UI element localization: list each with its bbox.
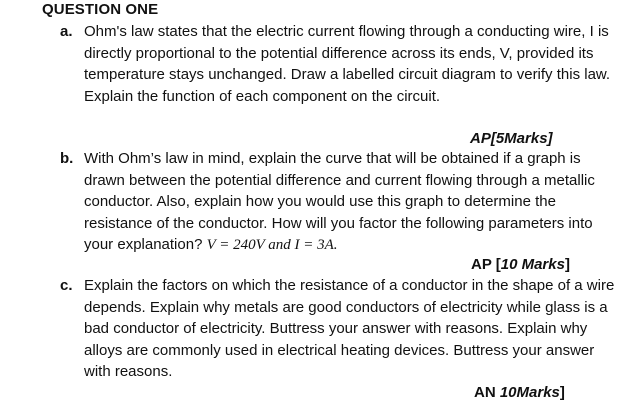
question-b-text: With Ohm’s law in mind, explain the curve that will be obtained if a graph is drawn between the potential difference and current flowing through a metallic conductor. Also, explain how you would use this graph to determine the resistance of the conductor. How will you factor the following parameters into your explanation? [84,150,595,253]
question-heading: QUESTION ONE [42,1,159,18]
question-a-text: Ohm's law states that the electric current flowing through a conducting wire, I is directly proportional to the potential difference across its ends, V, provided its temperature stays unchanged. Draw a labelled circuit diagram to verify this law. Explain the function of each component on the circuit. [84,23,611,105]
question-a-marks: AP[5Marks] [470,130,553,147]
question-c-text: Explain the factors on which the resistance of a conductor in the shape of a wire depends. Explain why metals are good conductors of electricity while glass is a bad conductor of electricity. Buttress your answer with reasons. Explain why alloys are commonly used in electrical heating devices. Buttress your answer with reasons. [84,277,615,380]
question-b-marks: AP [10 Marks] [471,256,570,273]
question-a-letter: a. [60,23,73,40]
question-c [60,275,620,383]
question-c-marks: AN 10Marks] [474,384,565,401]
question-b-letter: b. [60,150,74,167]
question-b-text-block [84,148,618,257]
question-a [60,21,620,107]
question-c-letter: c. [60,277,73,294]
question-b [60,148,620,257]
question-b-math: V = 240V and I = 3A. [206,237,338,253]
